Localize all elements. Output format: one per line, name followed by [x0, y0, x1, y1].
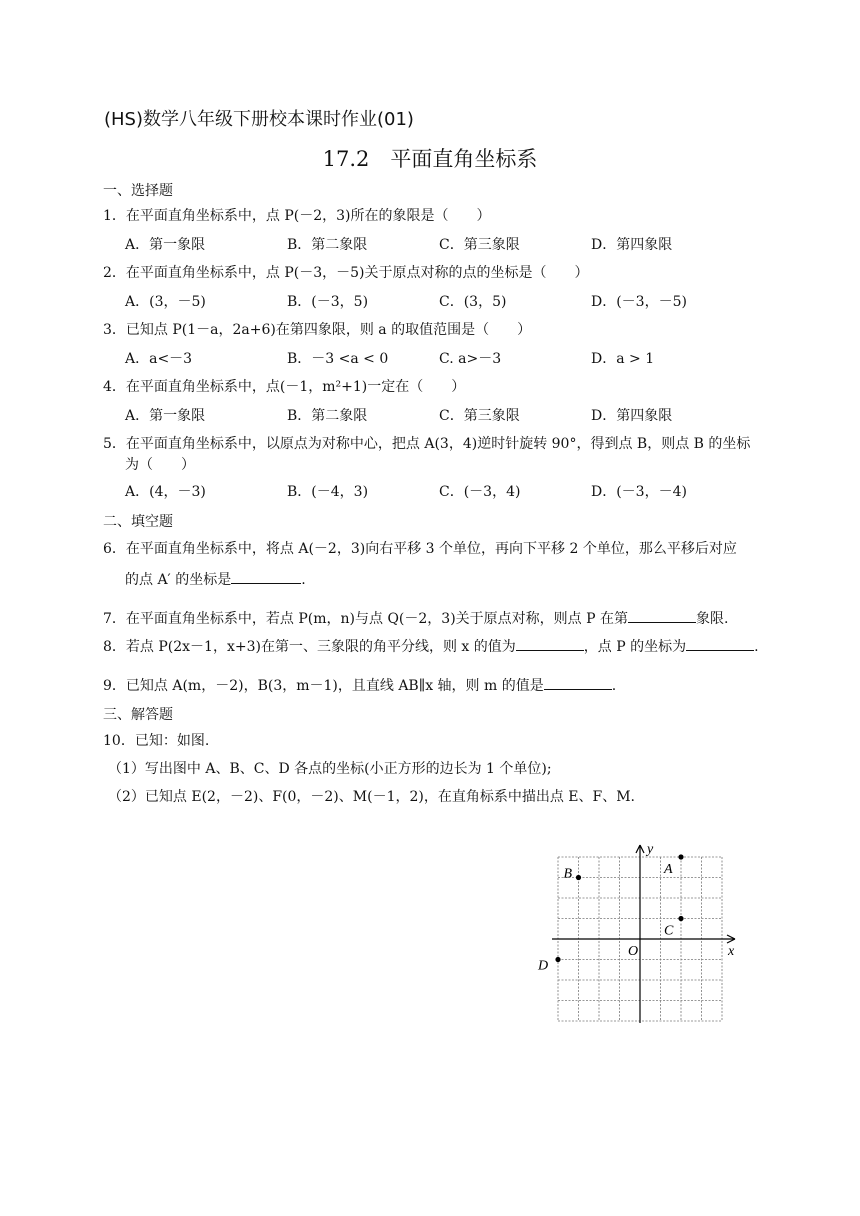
- q7-prefix: 7．在平面直角坐标系中，若点 P(m，n)与点 Q(－2，3)关于原点对称，则点 P 在第: [103, 611, 628, 627]
- q4-option-d: D．第四象限: [591, 408, 673, 424]
- point-label-c: C: [664, 923, 674, 939]
- q5-option-d: D．(－3，－4): [591, 484, 687, 500]
- y-axis-label: y: [647, 842, 654, 857]
- point-label-d: D: [538, 958, 549, 974]
- q9-answer-blank[interactable]: [544, 675, 612, 690]
- q7-text: [103, 608, 728, 629]
- q7-suffix: 象限.: [695, 611, 729, 627]
- q5-text-continued: 为（ ）: [125, 457, 195, 473]
- q9-suffix: .: [611, 678, 617, 694]
- q5-option-c: C．(－3，4): [439, 484, 521, 500]
- q5-text: 5．在平面直角坐标系中，以原点为对称中心，把点 A(3，4)逆时针旋转 90°，得到点 B，则点 B 的坐标: [103, 436, 751, 452]
- q6-prefix: 的点 A′ 的坐标是: [125, 572, 232, 588]
- point-a: [678, 854, 683, 859]
- q8-text: [103, 636, 759, 657]
- q6-answer-blank[interactable]: [231, 569, 301, 584]
- section-choice: 一、选择题: [103, 183, 173, 199]
- x-axis-label: x: [728, 944, 735, 959]
- q2-option-c: C．(3，5): [439, 294, 507, 310]
- q5-option-a: A．(4，－3): [125, 484, 206, 500]
- origin-label: O: [628, 944, 639, 959]
- q8-suffix: .: [754, 639, 759, 655]
- points: [537, 854, 684, 973]
- q3-text: 3．已知点 P(1－a，2a+6)在第四象限，则 a 的取值范围是（ ）: [103, 322, 532, 338]
- worksheet-header: (HS)数学八年级下册校本课时作业(01): [104, 109, 414, 130]
- point-label-a: A: [664, 862, 673, 877]
- point-d: [555, 957, 560, 962]
- q10-part1: （1）写出图中 A、B、C、D 各点的坐标(小正方形的边长为 1 个单位);: [108, 761, 552, 777]
- q8-answer-blank-x[interactable]: [516, 636, 584, 651]
- q2-text: 2．在平面直角坐标系中，点 P(－3，－5)关于原点对称的点的坐标是（ ）: [103, 265, 589, 281]
- q4-text: 4．在平面直角坐标系中，点(－1，m²+1)一定在（ ）: [103, 379, 466, 395]
- q1-option-c: C．第三象限: [439, 237, 520, 253]
- q4-option-a: A．第一象限: [125, 408, 206, 424]
- q8-prefix: 8．若点 P(2x－1，x+3)在第一、三象限的角平分线，则 x 的值为: [103, 639, 516, 655]
- axes: [552, 842, 735, 1023]
- q9-prefix: 9．已知点 A(m，－2)，B(3，m－1)，且直线 AB∥x 轴，则 m 的值是: [103, 678, 544, 694]
- coordinate-grid-figure: [530, 835, 750, 1035]
- q5-option-b: B．(－4，3): [287, 484, 369, 500]
- point-b: [576, 875, 581, 880]
- q4-option-b: B．第二象限: [287, 408, 368, 424]
- q1-option-a: A．第一象限: [125, 237, 206, 253]
- section-solve: 三、解答题: [103, 707, 173, 723]
- q6-text: 6．在平面直角坐标系中，将点 A(－2，3)向右平移 3 个单位，再向下平移 2 个单位，那么平移后对应: [103, 541, 737, 557]
- q3-option-a: A．a<－3: [125, 351, 193, 367]
- section-fill: 二、填空题: [103, 514, 173, 530]
- q3-option-b: B．－3 <a < 0: [287, 351, 389, 367]
- q2-option-b: B．(－3，5): [287, 294, 369, 310]
- q1-option-d: D．第四象限: [591, 237, 673, 253]
- q6-text-continued: [125, 569, 306, 589]
- q2-option-a: A．(3，－5): [125, 294, 206, 310]
- q7-answer-blank[interactable]: [628, 608, 696, 623]
- page-title: 17.2 平面直角坐标系: [322, 147, 538, 171]
- point-c: [678, 916, 683, 921]
- q10-text: 10．已知：如图.: [103, 733, 210, 749]
- q3-option-c: C. a>－3: [439, 351, 502, 367]
- q6-suffix: .: [301, 572, 306, 588]
- q1-option-b: B．第二象限: [287, 237, 368, 253]
- q1-text: 1．在平面直角坐标系中，点 P(－2，3)所在的象限是（ ）: [103, 208, 491, 224]
- point-label-b: B: [563, 866, 573, 882]
- q2-option-d: D．(－3，－5): [591, 294, 687, 310]
- q4-option-c: C．第三象限: [439, 408, 520, 424]
- q8-answer-blank-p[interactable]: [686, 636, 754, 651]
- q8-middle: ，点 P 的坐标为: [583, 639, 687, 655]
- q3-option-d: D．a > 1: [591, 351, 655, 367]
- q9-text: [103, 675, 616, 696]
- q10-part2: （2）已知点 E(2，－2)、F(0，－2)、M(－1，2)，在直角标系中描出点 E、F、M.: [108, 789, 636, 805]
